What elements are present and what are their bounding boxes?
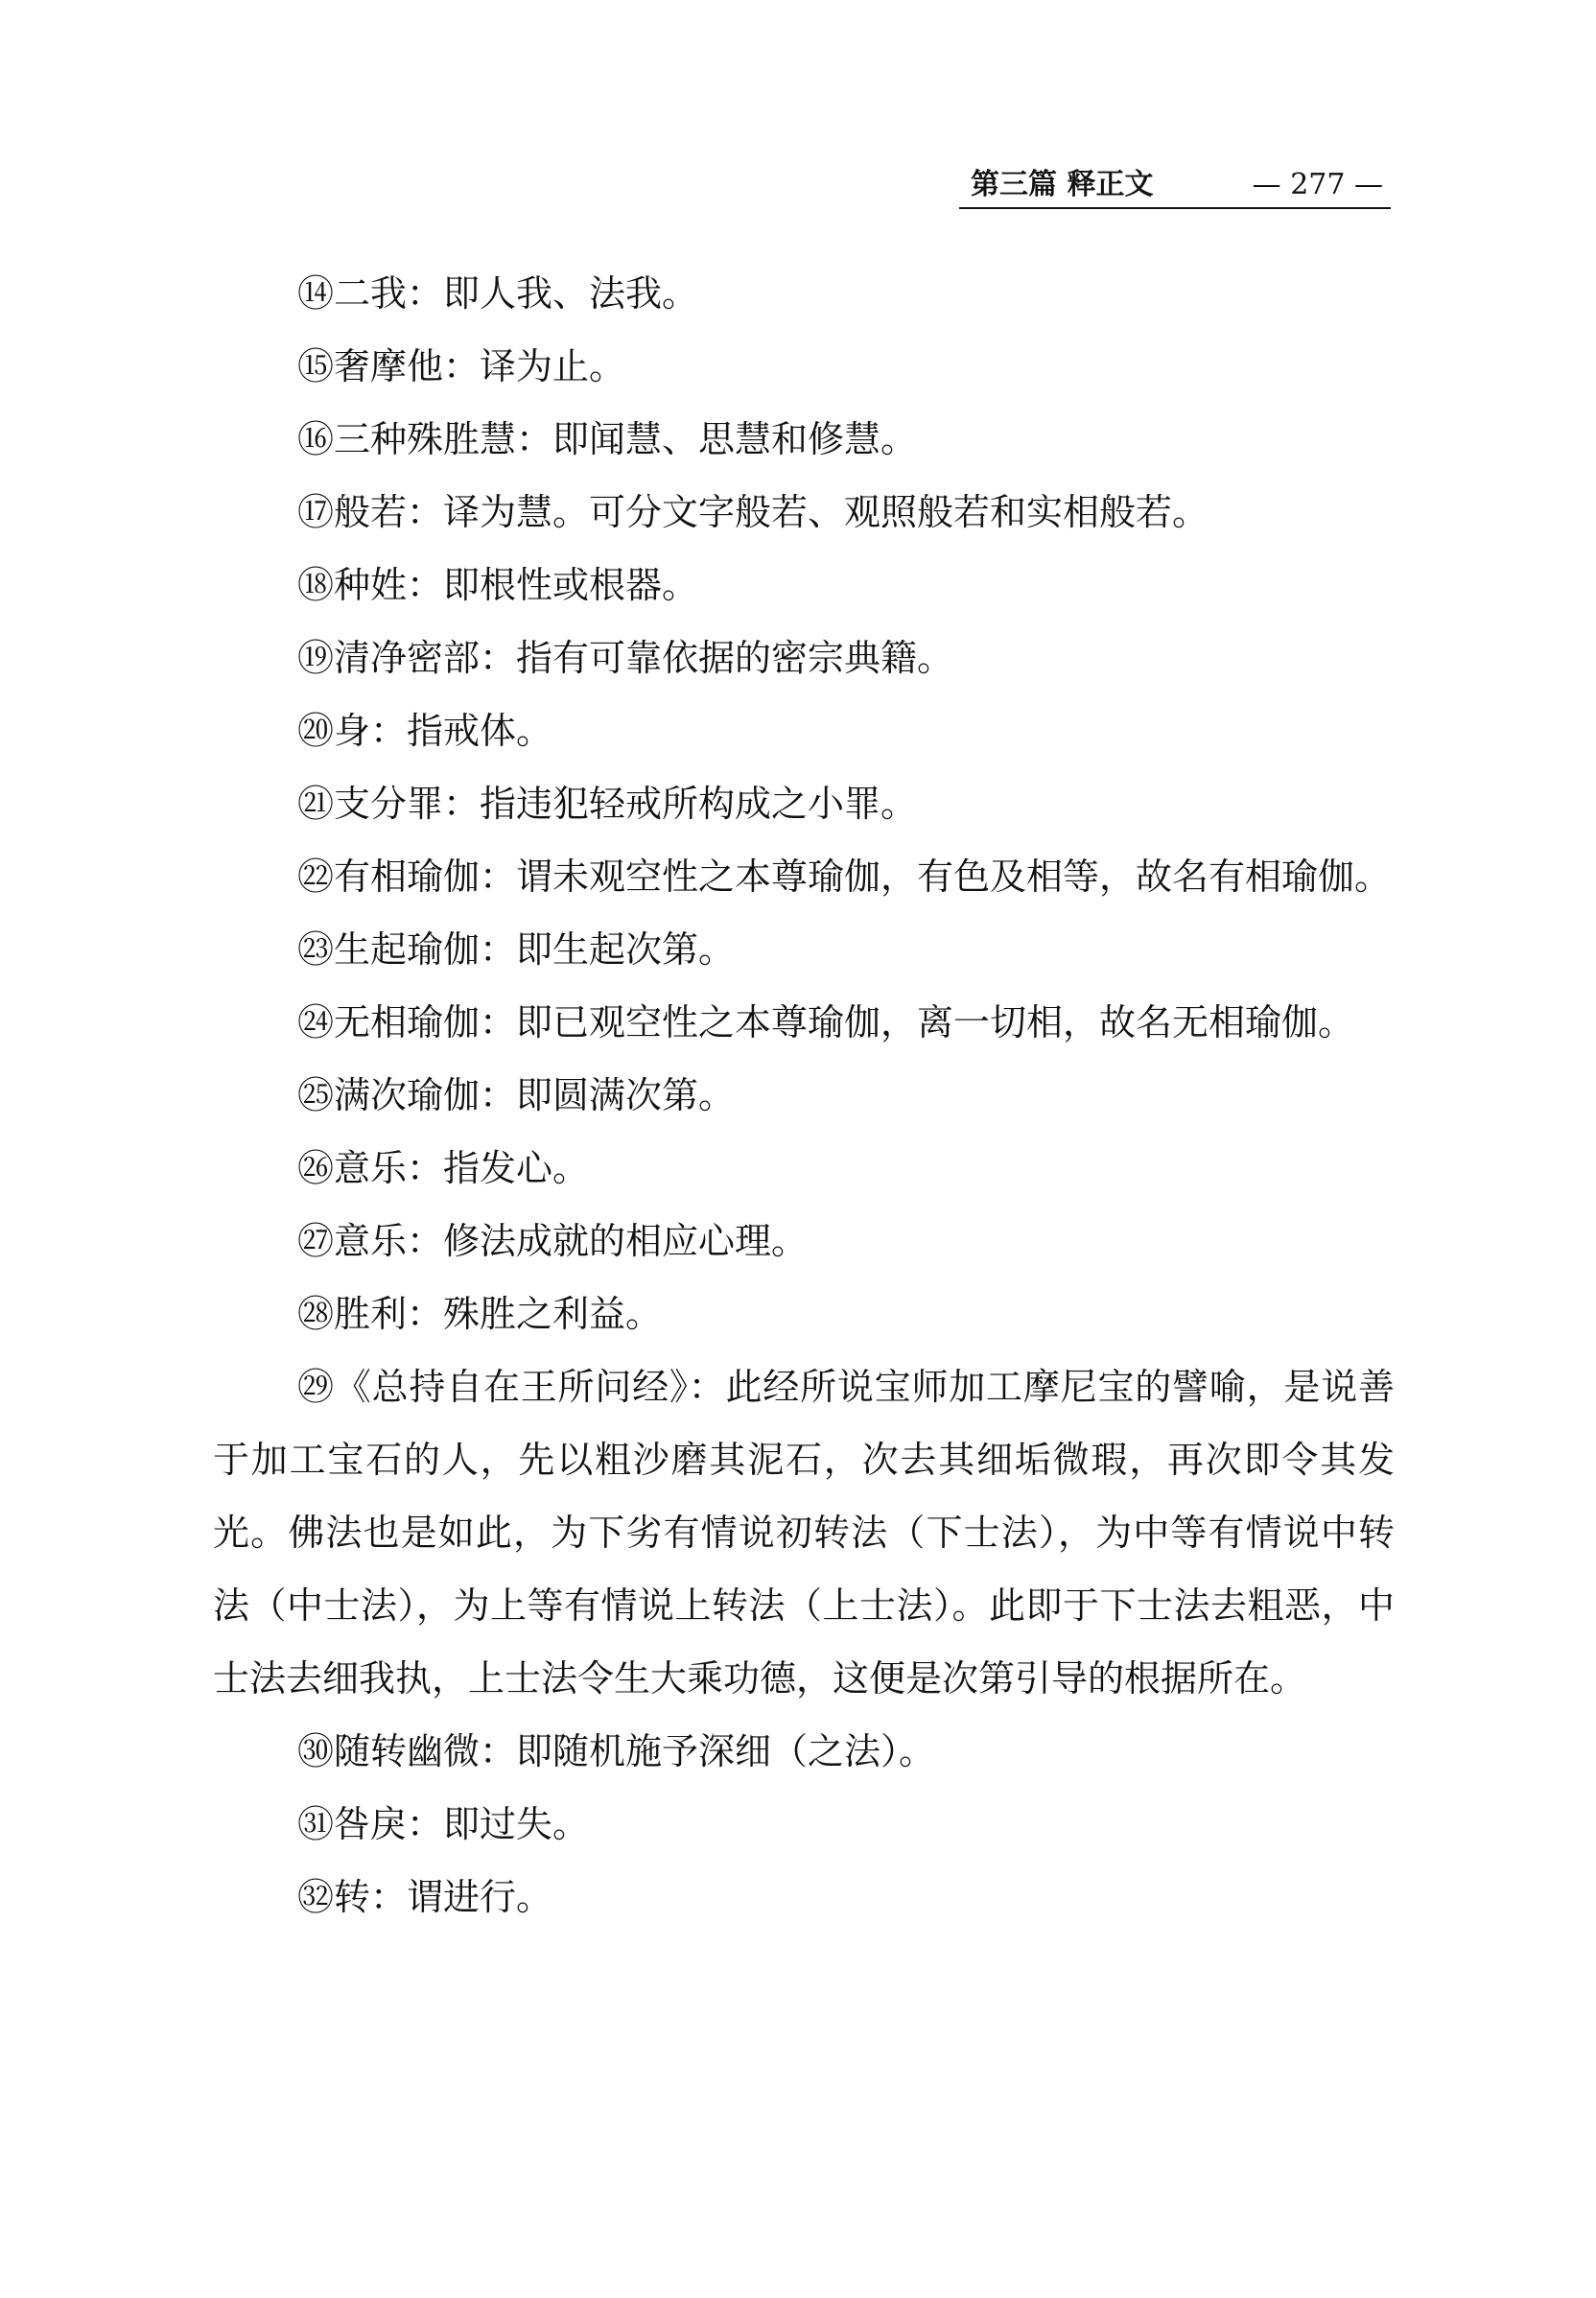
note-197: ⑰般若：译为慧。可分文字般若、观照般若和实相般若。: [297, 491, 1209, 533]
endnotes-list: [213, 257, 1395, 1934]
note-207: ㉗意乐：修法成就的相应心理。: [297, 1220, 809, 1262]
note-209: ㉙《总持自在王所问经》：此经所说宝师加工摩尼宝的譬喻，是说善于加工宝石的人，先以粗沙磨其泥石，次去其细垢微瑕，再次即令其发光。佛法也是如此，为下劣有情说初转法（下士法），为中等有情说中转法（中士法），为上等有情说上转法（上士法）。此即于下士法去粗恶，中士法去细我执，上士法令生大乘功德，这便是次第引导的根据所在。: [213, 1366, 1395, 1700]
note-194: ⑭二我：即人我、法我。: [297, 272, 699, 315]
running-header: [959, 163, 1391, 209]
note-204: ㉔无相瑜伽：即已观空性之本尊瑜伽，离一切相，故名无相瑜伽。: [297, 1001, 1355, 1043]
note-195: ⑮奢摩他：译为止。: [297, 345, 626, 387]
note-205: ㉕满次瑜伽：即圆满次第。: [297, 1074, 736, 1116]
note-200: ⑳身：指戒体。: [297, 710, 553, 752]
note-198: ⑱种姓：即根性或根器。: [297, 564, 699, 606]
page-number: — 277 —: [1252, 168, 1383, 201]
note-203: ㉓生起瑜伽：即生起次第。: [297, 928, 736, 971]
note-208: ㉘胜利：殊胜之利益。: [297, 1293, 663, 1335]
note-199: ⑲清净密部：指有可靠依据的密宗典籍。: [297, 637, 954, 679]
section-title: 第三篇 释正文: [971, 168, 1154, 201]
note-211: ㉛咎戾：即过失。: [297, 1803, 590, 1845]
note-212: ㉜转：谓进行。: [297, 1876, 553, 1918]
note-206: ㉖意乐：指发心。: [297, 1147, 590, 1189]
note-202: ㉒有相瑜伽：谓未观空性之本尊瑜伽，有色及相等，故名有相瑜伽。: [297, 856, 1392, 898]
note-196: ⑯三种殊胜慧：即闻慧、思慧和修慧。: [297, 418, 918, 460]
note-201: ㉑支分罪：指违犯轻戒所构成之小罪。: [297, 783, 918, 825]
note-210: ㉚随转幽微：即随机施予深细（之法）。: [297, 1730, 936, 1772]
